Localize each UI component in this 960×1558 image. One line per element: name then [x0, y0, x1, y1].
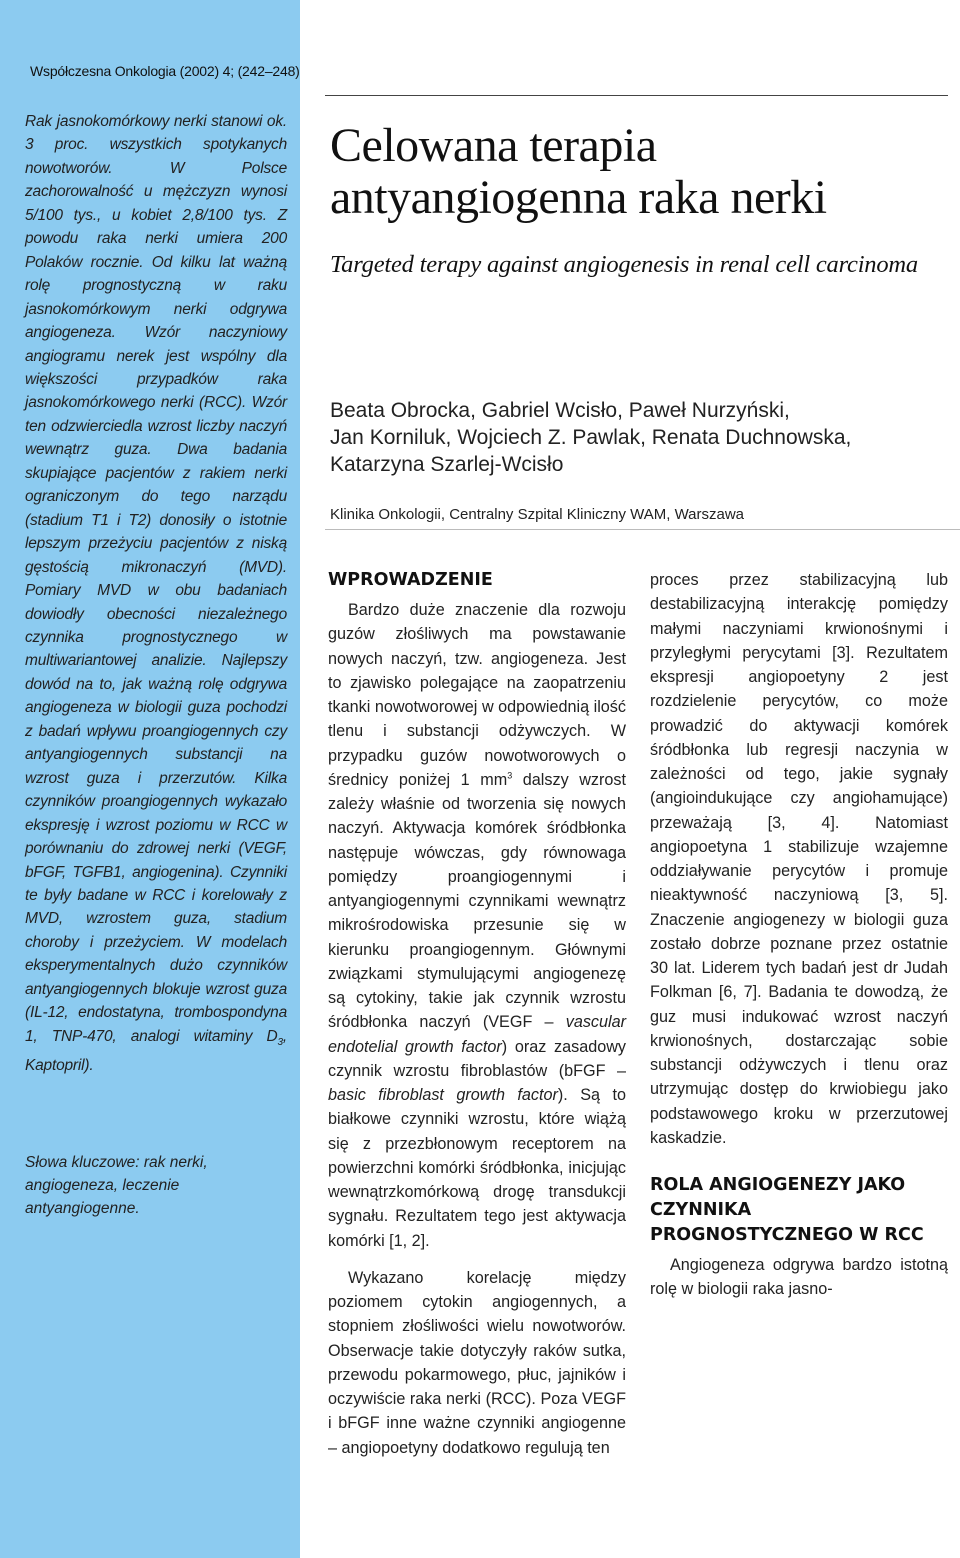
abstract-part2: , Kaptopril).: [25, 1027, 287, 1075]
abstract-sidebar: [0, 0, 300, 1558]
abstract-part1: Rak jasnokomórkowy nerki stanowi ok. 3 proc. wszystkich spotykanych nowotworów. W Polsce zachorowalność u mężczyzn wynosi 5/100 tys., u kobiet 2,8/100 tys. Z powodu raka nerki umiera 200 Polaków rocznie. Od kilku lat ważną rolę prognostyczną w raku jasnokomórkowym nerki odgrywa angiogeneza. Wzór naczyniowy angiogramu nerek jest wspólny dla większości przypadków raka jasnokomórkowego nerki (RCC). Wzór ten odzwierciedla wzrost liczby naczyń wewnątrz guza. Dwa badania skupiające pacjentów z rakiem nerki ograniczonym do tego narządu (stadium T1 i T2) donosiły o istotnie lepszym przeżyciu pacjentów z niską gęstością mikronaczyń (MVD). Pomiary MVD w obu badaniach dowiodły obecności niezależnego czynnika prognostycznego w multiwariantowej analizie. Najlepszy dowód na to, jak ważną rolę odgrywa angiogeneza w biologii guza pochodzi z badań wpływu proangiogennych czy antyangiogennych substancji na wzrost guza i przerzutów. Kilka czynników proangiogennych wykazało ekspresję i wzrost poziomu w RCC w porównaniu do zdrowej nerki (VEGF, bFGF, TGFB1, angiogenina). Czynniki te były badane w RCC i korelowały z MVD, wzrostem guza, stadium choroby i przeżyciem. W modelach eksperymentalnych dużo czynników antyangiogennych blokuje wzrost guza (IL-12, endostatyna, trombospondyna 1, TNP-470, analogi witaminy D: [25, 113, 287, 1045]
intro-paragraph-2: Wykazano korelację między poziomem cytokin angiogennych, a stopniem złośliwości wielu nowotworów. Obserwacje takie dotyczyły raków sutka, przewodu pokarmowego, płuc, jajników i oczywiście raka nerki (RCC). Poza VEGF i bFGF inne ważne czynniki angiogenne – angiopoetyny dodatkowo regulują ten: [328, 1268, 626, 1457]
intro-p1-c: ) oraz zasadowy czynnik wzrostu fibroblastów (bFGF –: [328, 1037, 627, 1080]
authors: [330, 397, 950, 478]
section-heading-intro: WPROWADZENIE: [328, 570, 493, 590]
intro-paragraph-1: [328, 598, 626, 1253]
section2-paragraph-1: Angiogeneza odgrywa bardzo istotną rolę w biologii raka jasno-: [650, 1256, 948, 1299]
body-column-1: [328, 568, 626, 1460]
intro-p1-sup: 3: [507, 770, 513, 781]
abstract-text: [25, 110, 287, 1078]
section-heading-prognostic: ROLA ANGIOGENEZY JAKO CZYNNIKA PROGNOSTYCZNEGO W RCC: [650, 1175, 924, 1245]
intro-p1-d: ). Są to białkowe czynniki wzrostu, które wiążą się z przezbłonowym receptorem na powierzchni komórki śródbłonka, inicjując wewnątrzkomórkową drogę transdukcji sygnału. Rezultatem tego jest aktywacja komórki [1, 2].: [328, 1086, 626, 1250]
intro-p1-a: Bardzo duże znaczenie dla rozwoju guzów złośliwych ma powstawanie nowych naczyń, tzw. angiogeneza. Jest to zjawisko polegające na zaopatrzeniu tkanki nowotworowej w odpowiednią ilość tlenu i substancji odżywczych. W przypadku guzów nowotworowych o średnicy poniżej 1 mm: [328, 601, 626, 789]
body-column-2: [650, 568, 948, 1302]
keywords: Słowa kluczowe: rak nerki, angiogeneza, leczenie antyangiogenne.: [25, 1154, 208, 1217]
intro-p1-italic-1: vascular endotelial growth factor: [328, 1013, 626, 1056]
abstract-subscript: 3: [277, 1036, 283, 1048]
intro-p1-b: dalszy wzrost zależy właśnie od tworzenia się nowych naczyń. Aktywacja komórek śródbłonka następuje wówczas, gdy równowaga pomiędzy proangiogennymi i antyangiogennymi czynnikami wewnątrz mikrośrodowiska przesunie się w kierunku proangiogennym. Głównymi związkami stymulującymi angiogenezę są cytokiny, takie jak czynnik wzrostu śródbłonka naczyń (VEGF –: [328, 770, 626, 1032]
header-rule: [325, 95, 948, 96]
authors-line-2: Jan Korniluk, Wojciech Z. Pawlak, Renata Duchnowska,: [330, 426, 852, 449]
authors-line-1: Beata Obrocka, Gabriel Wcisło, Paweł Nurzyński,: [330, 399, 790, 422]
intro-p1-italic-2: basic fibroblast growth factor: [328, 1086, 558, 1104]
article-title: Celowana terapia antyangiogenna raka nerki: [330, 119, 827, 224]
journal-citation: Współczesna Onkologia (2002) 4; (242–248): [30, 63, 300, 79]
authors-line-3: Katarzyna Szarlej-Wcisło: [330, 453, 564, 476]
affiliation: Klinika Onkologii, Centralny Szpital Kliniczny WAM, Warszawa: [330, 506, 745, 523]
article-subtitle: Targeted terapy against angiogenesis in renal cell carcinoma: [330, 251, 918, 278]
intro-paragraph-2-continued: proces przez stabilizacyjną lub destabilizacyjną interakcję pomiędzy małymi naczyniami krwionośnymi i przyległymi perycytami [3]. Rezultatem ekspresji angiopoetyny 2 jest rozdzielenie perycytów, co może prowadzić do aktywacji komórek śródbłonka lub regresji naczynia w zależności od tego, jakie sygnały (angioindukujące czy angiohamujące) przeważają [3, 4]. Natomiast angiopoetyna 1 stabilizuje wzajemne oddziaływanie perycytów i promuje nieaktywność naczyniową [3, 5]. Znaczenie angiogenezy w biologii guza zostało dobrze poznane przez ostatnie 30 lat. Liderem tych badań jest dr Judah Folkman [6, 7]. Badania te dowodzą, że guz musi indukować wzrost naczyń krwionośnych, dostarczając sobie substancji odżywczych i tlenu oraz utrzymując dostęp do krwiobiegu jako podstawowego kroku w przerzutowej kaskadzie.: [650, 571, 948, 1147]
affiliation-rule: [325, 529, 960, 530]
